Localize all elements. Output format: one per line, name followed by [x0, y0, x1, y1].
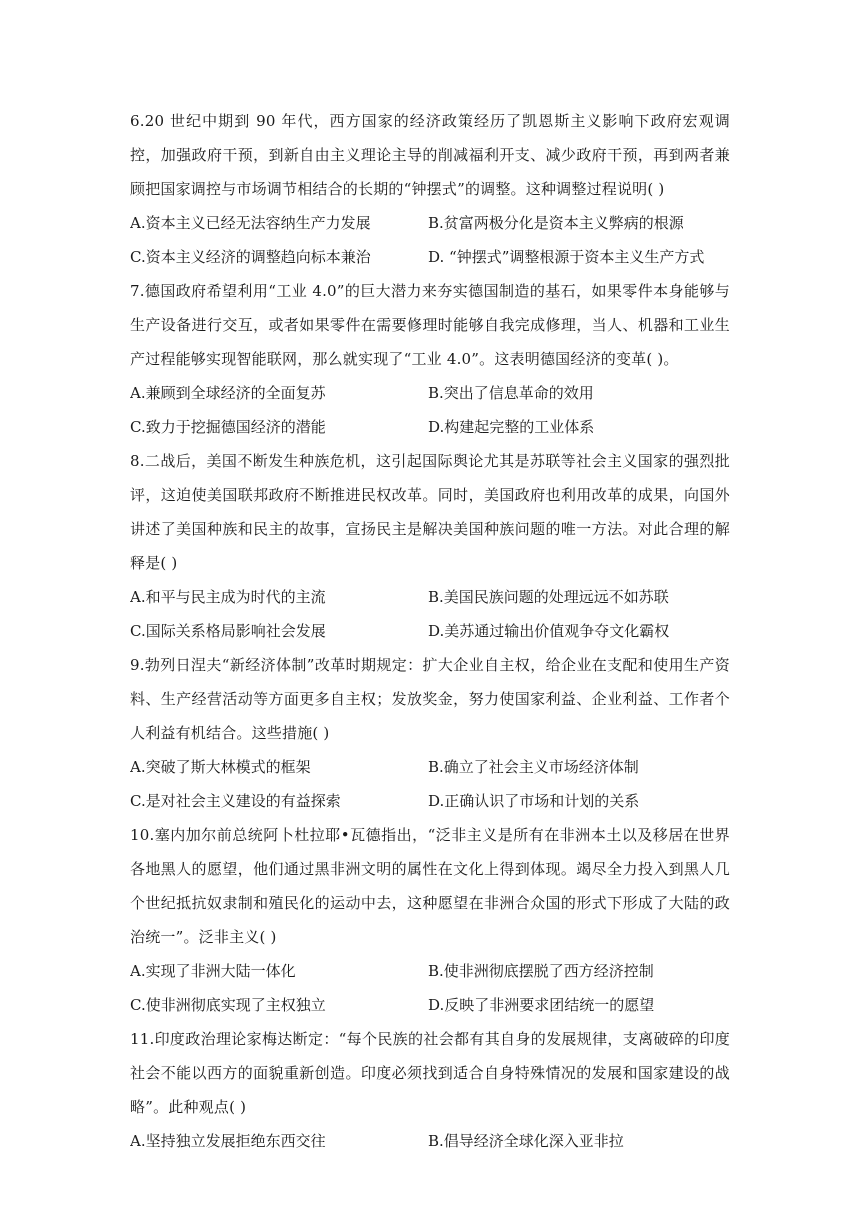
option-b: B.美国民族问题的处理远远不如苏联 — [428, 588, 669, 606]
question-7 — [130, 274, 730, 444]
option-d: D.正确认识了市场和计划的关系 — [428, 792, 640, 810]
exam-page — [130, 104, 730, 1158]
option-d: D.反映了非洲要求团结统一的愿望 — [428, 996, 655, 1014]
option-b: B.使非洲彻底摆脱了西方经济控制 — [428, 962, 654, 980]
option-c: C.是对社会主义建设的有益探索 — [130, 792, 341, 810]
option-list — [130, 1124, 730, 1158]
option-b: B.突出了信息革命的效用 — [428, 384, 594, 402]
question-6 — [130, 104, 730, 274]
option-c: C.资本主义经济的调整趋向标本兼治 — [130, 248, 371, 266]
question-stem: 9.勃列日涅夫“新经济体制”改革时期规定：扩大企业自主权，给企业在支配和使用生产资料、生产经营活动等方面更多自主权；发放奖金，努力使国家利益、企业利益、工作者个人利益有机结合。这些措施( ) — [130, 656, 730, 742]
option-b: B.倡导经济全球化深入亚非拉 — [428, 1132, 624, 1150]
option-list — [130, 206, 730, 274]
question-10 — [130, 818, 730, 1022]
option-a: A.实现了非洲大陆一体化 — [130, 962, 296, 980]
option-a: A.兼顾到全球经济的全面复苏 — [130, 384, 326, 402]
option-a: A.和平与民主成为时代的主流 — [130, 588, 326, 606]
option-list — [130, 580, 730, 648]
question-stem: 7.德国政府希望利用“工业 4.0”的巨大潜力来夯实德国制造的基石，如果零件本身能够与生产设备进行交互，或者如果零件在需要修理时能够自我完成修理，当人、机器和工业生产过程能够实现智能联网，那么就实现了“工业 4.0”。这表明德国经济的变革( )。 — [130, 282, 730, 368]
option-d: D.构建起完整的工业体系 — [428, 418, 595, 436]
question-stem: 10.塞内加尔前总统阿卜杜拉耶•瓦德指出，“泛非主义是所有在非洲本土以及移居在世界各地黑人的愿望，他们通过黑非洲文明的属性在文化上得到体现。竭尽全力投入到黑人几个世纪抵抗奴隶制和殖民化的运动中去，这种愿望在非洲合众国的形式下形成了大陆的政治统一”。泛非主义( ) — [130, 826, 730, 946]
option-a: A.资本主义已经无法容纳生产力发展 — [130, 214, 371, 232]
option-a: A.突破了斯大林模式的框架 — [130, 758, 311, 776]
option-d: D.美苏通过输出价值观争夺文化霸权 — [428, 622, 670, 640]
option-b: B.确立了社会主义市场经济体制 — [428, 758, 639, 776]
option-list — [130, 750, 730, 818]
option-c: C.致力于挖掘德国经济的潜能 — [130, 418, 326, 436]
question-8 — [130, 444, 730, 648]
option-c: C.使非洲彻底实现了主权独立 — [130, 996, 326, 1014]
option-list — [130, 376, 730, 444]
question-11 — [130, 1022, 730, 1158]
option-a: A.坚持独立发展拒绝东西交往 — [130, 1132, 326, 1150]
question-9 — [130, 648, 730, 818]
option-d: D. “钟摆式”调整根源于资本主义生产方式 — [428, 248, 705, 266]
option-b: B.贫富两极分化是资本主义弊病的根源 — [428, 214, 684, 232]
question-stem: 6.20 世纪中期到 90 年代，西方国家的经济政策经历了凯恩斯主义影响下政府宏观调控，加强政府干预，到新自由主义理论主导的削减福利开支、减少政府干预，再到两者兼顾把国家调控与市场调节相结合的长期的“钟摆式”的调整。这种调整过程说明( ) — [130, 112, 730, 198]
option-list — [130, 954, 730, 1022]
question-stem: 11.印度政治理论家梅达断定：“每个民族的社会都有其自身的发展规律，支离破碎的印度社会不能以西方的面貌重新创造。印度必须找到适合自身特殊情况的发展和国家建设的战略”。此种观点( ) — [130, 1030, 730, 1116]
option-c: C.国际关系格局影响社会发展 — [130, 622, 326, 640]
question-stem: 8.二战后，美国不断发生种族危机，这引起国际舆论尤其是苏联等社会主义国家的强烈批评，这迫使美国联邦政府不断推进民权改革。同时，美国政府也利用改革的成果，向国外讲述了美国种族和民主的故事，宣扬民主是解决美国种族问题的唯一方法。对此合理的解释是( ) — [130, 452, 730, 572]
